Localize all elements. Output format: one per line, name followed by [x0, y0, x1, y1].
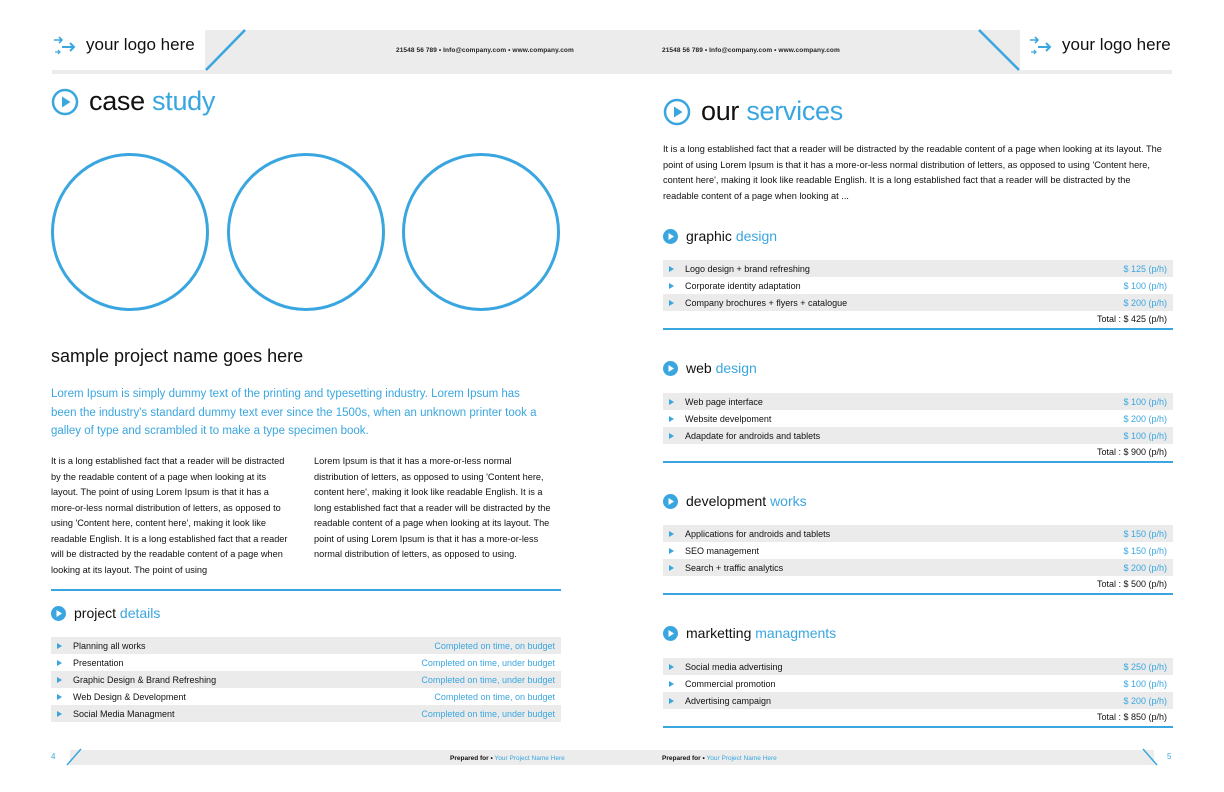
row-price: $ 100 (p/h)	[1123, 678, 1167, 689]
footer-slash-left	[64, 747, 84, 767]
row-label: Company brochures + flyers + catalogue	[685, 297, 848, 308]
row-status: Completed on time, under budget	[421, 674, 555, 685]
table-row	[663, 393, 1173, 410]
project-details-table	[51, 637, 561, 722]
table-row	[51, 705, 561, 722]
title-blue: design	[735, 228, 778, 244]
bullet-triangle-icon	[669, 664, 674, 670]
logo-text-right: your logo here	[1062, 35, 1171, 54]
row-label: Website develpoment	[685, 413, 772, 424]
row-price: $ 150 (p/h)	[1123, 528, 1167, 539]
title-blue: managments	[755, 625, 837, 641]
section-total: Total : $ 425 (p/h)	[1096, 314, 1167, 324]
prepared-label: Prepared for •	[662, 755, 707, 762]
table-row	[51, 671, 561, 688]
section-divider	[663, 328, 1173, 330]
bullet-triangle-icon	[669, 283, 674, 289]
section-title-development-works	[663, 493, 807, 509]
header-rule-left	[52, 70, 612, 74]
play-circle-icon	[663, 361, 678, 376]
body-column-1: It is a long established fact that a reader will be distracted by the readable content of a page when looking at its layout. The point of using Lorem Ipsum is that it has a more-or-less normal distribution of letters, as opposed to using 'Content here, content here', making it look like readable English. It is a long established fact that a reader will be distracted by the readable content of a page when looking at its layout. The point of using	[51, 456, 288, 575]
header-slash-right	[975, 28, 1025, 72]
bullet-triangle-icon	[669, 698, 674, 704]
table-row	[663, 559, 1173, 576]
section-total: Total : $ 900 (p/h)	[1096, 447, 1167, 457]
row-price: $ 250 (p/h)	[1123, 661, 1167, 672]
row-status: Completed on time, under budget	[421, 708, 555, 719]
row-price: $ 100 (p/h)	[1123, 396, 1167, 407]
row-price: $ 200 (p/h)	[1123, 562, 1167, 573]
table-row	[51, 637, 561, 654]
table-row	[663, 658, 1173, 675]
play-circle-icon	[51, 606, 66, 621]
arrows-icon	[52, 34, 78, 56]
page-title-case-study	[51, 86, 215, 117]
table-row	[663, 294, 1173, 311]
table-row	[663, 410, 1173, 427]
play-circle-icon	[663, 98, 691, 126]
bullet-triangle-icon	[669, 433, 674, 439]
title-dark: graphic	[686, 228, 732, 244]
title-blue: works	[770, 493, 807, 509]
row-price: $ 200 (p/h)	[1123, 297, 1167, 308]
play-circle-icon	[51, 88, 79, 116]
prepared-for-left	[450, 755, 565, 762]
intro-paragraph: Lorem Ipsum is simply dummy text of the printing and typesetting industry. Lorem Ipsum has been the industry's standard dummy text ever since the 1500s, when an unknown printer took a galley of type and scrambled it to make a type specimen book.	[51, 388, 537, 437]
title-dark: development	[686, 493, 767, 509]
bullet-triangle-icon	[669, 266, 674, 272]
title-blue: design	[715, 360, 757, 376]
section-title-project-details	[51, 605, 160, 621]
title-dark: marketting	[686, 625, 752, 641]
contact-info-left: 21548 56 789 • Info@company.com • www.company.com	[396, 47, 574, 54]
project-name: sample project name goes here	[51, 346, 304, 366]
table-row	[663, 675, 1173, 692]
services-intro: It is a long established fact that a reader will be distracted by the readable content of a page when looking at its layout. The point of using Lorem Ipsum is that it has a more-or-less normal distribution of letters, as opposed to using 'Content here, content here', making it look like readable English. It is a long established fact that a reader will be distracted by the readable content of a page when looking at ...	[663, 144, 1162, 201]
row-label: Advertising campaign	[685, 695, 772, 706]
bullet-triangle-icon	[57, 711, 62, 717]
title-dark: our	[701, 96, 740, 126]
arrows-icon	[1028, 34, 1054, 56]
section-divider	[663, 726, 1173, 728]
section-title-marketting-managments	[663, 625, 836, 641]
bullet-triangle-icon	[669, 681, 674, 687]
bullet-triangle-icon	[669, 399, 674, 405]
section-title-web-design	[663, 360, 757, 376]
title-dark: project	[74, 605, 117, 621]
prepared-project-name: Your Project Name Here	[706, 755, 777, 762]
row-label: Presentation	[73, 657, 124, 668]
section-total: Total : $ 500 (p/h)	[1096, 579, 1167, 589]
bullet-triangle-icon	[57, 677, 62, 683]
row-status: Completed on time, under budget	[421, 657, 555, 668]
logo-left[interactable]	[52, 34, 195, 56]
row-label: Web page interface	[685, 396, 763, 407]
contact-info-right: 21548 56 789 • Info@company.com • www.company.com	[662, 47, 840, 54]
table-row	[663, 260, 1173, 277]
logo-right[interactable]	[1028, 34, 1171, 56]
prepared-project-name: Your Project Name Here	[494, 755, 565, 762]
bullet-triangle-icon	[57, 694, 62, 700]
table-row	[663, 542, 1173, 559]
row-status: Completed on time, on budget	[434, 691, 555, 702]
bullet-triangle-icon	[57, 643, 62, 649]
pricing-table-web-design	[663, 393, 1173, 463]
row-label: Planning all works	[73, 640, 146, 651]
image-placeholder-1	[51, 153, 209, 311]
section-title-graphic-design	[663, 228, 777, 244]
row-label: Adapdate for androids and tablets	[685, 430, 821, 441]
row-label: SEO management	[685, 545, 760, 556]
row-label: Social Media Managment	[73, 708, 175, 719]
row-label: Applications for androids and tablets	[685, 528, 831, 539]
section-divider	[663, 593, 1173, 595]
play-circle-icon	[663, 626, 678, 641]
bullet-triangle-icon	[669, 300, 674, 306]
table-row	[663, 427, 1173, 444]
row-label: Web Design & Development	[73, 691, 186, 702]
title-blue: study	[152, 86, 216, 116]
page-number-left: 4	[51, 752, 56, 761]
prepared-for-right	[662, 755, 777, 762]
section-divider	[51, 589, 561, 591]
table-row	[663, 277, 1173, 294]
footer-slash-right	[1140, 747, 1160, 767]
page-number-right: 5	[1167, 752, 1172, 761]
title-blue: services	[746, 96, 843, 126]
row-price: $ 100 (p/h)	[1123, 280, 1167, 291]
play-circle-icon	[663, 494, 678, 509]
pricing-table-graphic-design	[663, 260, 1173, 330]
section-divider	[663, 461, 1173, 463]
pricing-table-development-works	[663, 525, 1173, 595]
row-status: Completed on time, on budget	[434, 640, 555, 651]
logo-text-left: your logo here	[86, 35, 195, 54]
row-label: Commercial promotion	[685, 678, 776, 689]
table-row	[663, 692, 1173, 709]
page-title-our-services	[663, 96, 843, 127]
row-price: $ 200 (p/h)	[1123, 695, 1167, 706]
row-price: $ 125 (p/h)	[1123, 263, 1167, 274]
title-dark: web	[686, 360, 712, 376]
image-placeholder-3	[402, 153, 560, 311]
pricing-table-marketting-managments	[663, 658, 1173, 728]
bullet-triangle-icon	[669, 531, 674, 537]
bullet-triangle-icon	[669, 416, 674, 422]
table-row	[663, 525, 1173, 542]
title-dark: case	[89, 86, 145, 116]
row-label: Graphic Design & Brand Refreshing	[73, 674, 217, 685]
title-blue: details	[119, 605, 161, 621]
row-price: $ 100 (p/h)	[1123, 430, 1167, 441]
body-column-2: Lorem Ipsum is that it has a more-or-less normal distribution of letters, as opposed to using 'Content here, content here', making it look like readable English. It is a long established fact that a reader will be distracted by the readable content of a page when looking at its layout. The point of using Lorem Ipsum is that it has a more-or-less normal distribution of letters, as opposed to using.	[314, 456, 551, 559]
bullet-triangle-icon	[669, 548, 674, 554]
table-row	[51, 654, 561, 671]
header-rule-right	[612, 70, 1172, 74]
row-label: Corporate identity adaptation	[685, 280, 801, 291]
header-slash-left	[200, 28, 250, 72]
row-label: Logo design + brand refreshing	[685, 263, 810, 274]
row-label: Search + traffic analytics	[685, 562, 784, 573]
image-placeholder-2	[227, 153, 385, 311]
row-price: $ 200 (p/h)	[1123, 413, 1167, 424]
section-total: Total : $ 850 (p/h)	[1096, 712, 1167, 722]
bullet-triangle-icon	[57, 660, 62, 666]
bullet-triangle-icon	[669, 565, 674, 571]
prepared-label: Prepared for •	[450, 755, 495, 762]
play-circle-icon	[663, 229, 678, 244]
table-row	[51, 688, 561, 705]
row-label: Social media advertising	[685, 661, 783, 672]
row-price: $ 150 (p/h)	[1123, 545, 1167, 556]
